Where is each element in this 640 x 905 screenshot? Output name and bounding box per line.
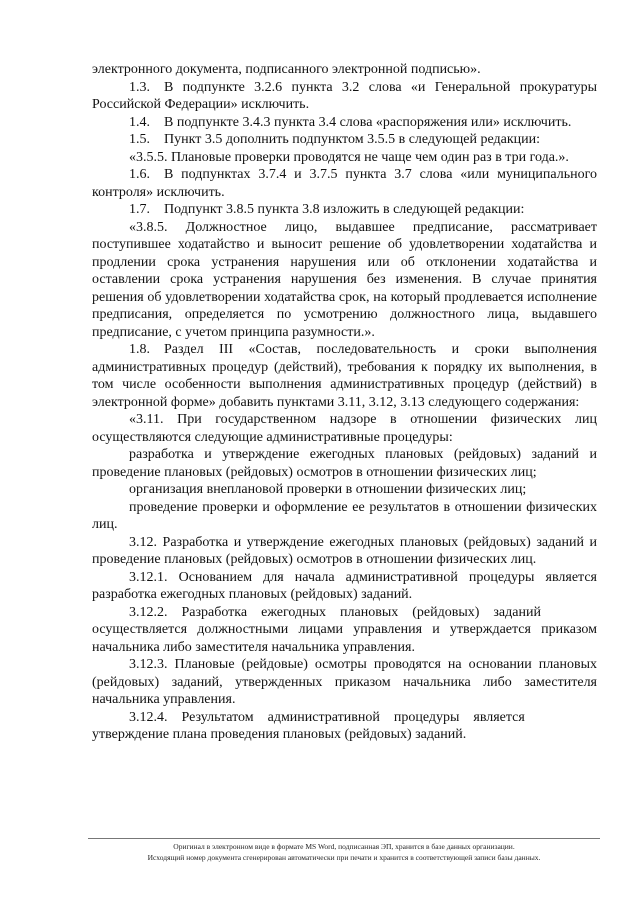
paragraph: разработка и утверждение ежегодных плановых (рейдовых) заданий и проведение плановых (рейдовых) осмотров в отношении физических лиц; — [92, 447, 597, 480]
paragraph: проведение проверки и оформление ее результатов в отношении физических лиц. — [92, 499, 597, 532]
paragraph: 3.12. Разработка и утверждение ежегодных плановых (рейдовых) заданий и проведение плановых (рейдовых) осмотров в отношении физических лиц. — [92, 534, 597, 567]
paragraph: «3.8.5. Должностное лицо, выдавшее предписание, рассматривает поступившее ходатайство и выносит решение об удовлетворении ходатайства и продлении срока устранения нарушения или об отклонении ходатайства и оставлении срока устранения нарушения без изменения. В случае принятия решения об удовлетворении ходатайства срок, на который продлевается исполнение предписания, определяется по усмотрению должностного лица, выдавшего предписание, с учетом принципа разумности.». — [92, 219, 597, 340]
paragraph: «3.5.5. Плановые проверки проводятся не чаще чем один раз в три года.». — [129, 149, 569, 165]
paragraph: 3.12.2. Разработка ежегодных плановых (рейдовых) заданий осуществляется должностными лицами управления и утверждается приказом начальника либо заместителя начальника управления. — [92, 604, 597, 655]
paragraph: 3.12.3. Плановые (рейдовые) осмотры проводятся на основании плановых (рейдовых) заданий, утвержденных приказом начальника либо заместителя начальника управления. — [92, 657, 597, 707]
page-footer — [88, 842, 600, 863]
paragraph: 3.12.1. Основанием для начала административной процедуры является разработка ежегодных плановых (рейдовых) заданий. — [92, 569, 597, 602]
footer-note-number: Исходящий номер документа сгенерирован автоматически при печати и хранится в соответствующей записи базы данных. — [147, 852, 541, 862]
paragraph: 1.6. В подпунктах 3.7.4 и 3.7.5 пункта 3.7 слова «или муниципального контроля» исключить. — [92, 167, 597, 200]
paragraph: 1.7. Подпункт 3.8.5 пункта 3.8 изложить в следующей редакции: — [129, 202, 525, 217]
footer-note-original: Оригинал в электронном виде в формате MS Word, подписанная ЭП, хранится в базе данных организации. — [173, 842, 515, 851]
document-body — [92, 61, 597, 744]
paragraph: 1.3. В подпункте 3.2.6 пункта 3.2 слова «и Генеральной прокуратуры Российской Федерации» исключить. — [92, 79, 597, 112]
paragraph: электронного документа, подписанного электронной подписью». — [92, 62, 481, 77]
paragraph: 3.12.4. Результатом административной процедуры является утверждение плана проведения плановых (рейдовых) заданий. — [92, 709, 525, 742]
paragraph: 1.8. Раздел III «Состав, последовательность и сроки выполнения административных процедур (действий), требования к порядку их выполнения, в том числе особенности выполнения административных процедур (действий) в электронной форме» добавить пунктами 3.11, 3.12, 3.13 следующего содержания: — [92, 342, 597, 410]
paragraph: 1.4. В подпункте 3.4.3 пункта 3.4 слова «распоряжения или» исключить. — [129, 114, 572, 130]
paragraph: «3.11. При государственном надзоре в отношении физических лиц осуществляются следующие административные процедуры: — [92, 412, 597, 445]
footer-divider — [88, 838, 600, 839]
paragraph: 1.5. Пункт 3.5 дополнить подпунктом 3.5.5 в следующей редакции: — [129, 132, 541, 147]
paragraph: организация внеплановой проверки в отношении физических лиц; — [129, 482, 527, 497]
